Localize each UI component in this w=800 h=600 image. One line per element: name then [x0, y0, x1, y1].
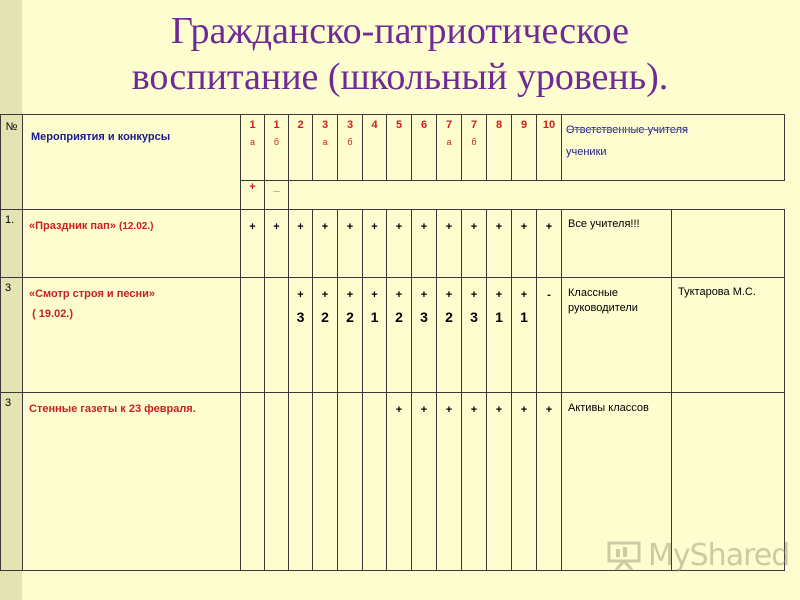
class-header: 3 а — [313, 115, 338, 181]
mark-cell: + — [462, 210, 487, 278]
class-header: 7 а — [437, 115, 462, 181]
mark-cell: - — [537, 278, 562, 393]
watermark-text: MyShared — [648, 537, 790, 573]
mark-cell: + 2 — [313, 278, 338, 393]
mark-cell: + — [289, 210, 313, 278]
responsible: Активы классов — [562, 393, 672, 571]
mark-cell: + 3 — [412, 278, 437, 393]
mark-cell — [289, 393, 313, 571]
responsible: Все учителя!!! — [562, 210, 672, 278]
mark-cell: + 1 — [512, 278, 537, 393]
table-row — [1, 210, 785, 278]
mark-cell: + — [437, 393, 462, 571]
mark-cell: + — [412, 393, 437, 571]
mark-cell: + — [338, 210, 363, 278]
mark-cell: + 2 — [387, 278, 412, 393]
row-number: 3 — [1, 278, 23, 393]
mark-cell: + — [487, 210, 512, 278]
mark-cell: + — [241, 210, 265, 278]
watermark — [606, 537, 789, 573]
responsible-note — [672, 210, 785, 278]
header-responsible — [562, 115, 785, 181]
header-responsible-line1: Ответственные учителя — [566, 124, 689, 136]
mark-cell: + — [363, 210, 387, 278]
class-header: 4 — [363, 115, 387, 181]
mark-cell — [363, 393, 387, 571]
events-table — [0, 114, 785, 571]
class-header: 10 — [537, 115, 562, 181]
class-header: 1 б — [265, 115, 289, 181]
row-number: 3 — [1, 393, 23, 571]
class-header: 3 б — [338, 115, 363, 181]
class-header: 6 — [412, 115, 437, 181]
event-name: «Смотр строя и песни» ( 19.02.) — [23, 278, 241, 393]
header-number: № — [1, 115, 23, 210]
mark-cell: + — [387, 210, 412, 278]
mark-cell: + 3 — [462, 278, 487, 393]
event-name: Стенные газеты к 23 февраля. — [23, 393, 241, 571]
responsible: Классные руководители — [562, 278, 672, 393]
header-minus: _ — [265, 181, 289, 210]
mark-cell: + 3 — [289, 278, 313, 393]
mark-cell: + — [537, 393, 562, 571]
mark-cell — [265, 393, 289, 571]
mark-cell — [241, 278, 265, 393]
class-header: 5 — [387, 115, 412, 181]
mark-cell: + 1 — [363, 278, 387, 393]
class-header: 7 б — [462, 115, 487, 181]
event-name: «Праздник пап» (12.02.) — [23, 210, 241, 278]
row-number: 1. — [1, 210, 23, 278]
header-events: Мероприятия и конкурсы — [23, 115, 241, 210]
header-responsible-line2: ученики — [566, 146, 607, 158]
class-header: 2 — [289, 115, 313, 181]
mark-cell — [313, 393, 338, 571]
class-header: 1 а — [241, 115, 265, 181]
mark-cell: + 1 — [487, 278, 512, 393]
mark-cell: + — [313, 210, 338, 278]
mark-cell: + — [437, 210, 462, 278]
mark-cell: + — [462, 393, 487, 571]
title-line-2: воспитание (школьный уровень). — [131, 56, 669, 98]
mark-cell: + 2 — [437, 278, 462, 393]
responsible-note: Туктарова М.С. — [672, 278, 785, 393]
mark-cell: + — [512, 393, 537, 571]
page-title — [0, 8, 800, 100]
class-header: 8 — [487, 115, 512, 181]
mark-cell: + — [537, 210, 562, 278]
header-plus: + — [241, 181, 265, 210]
mark-cell: + — [512, 210, 537, 278]
title-line-1: Гражданско-патриотическое — [170, 10, 629, 52]
mark-cell: + — [387, 393, 412, 571]
class-header: 9 — [512, 115, 537, 181]
mark-cell — [265, 278, 289, 393]
table-row — [1, 278, 785, 393]
mark-cell: + — [265, 210, 289, 278]
mark-cell — [241, 393, 265, 571]
mark-cell: + 2 — [338, 278, 363, 393]
mark-cell: + — [412, 210, 437, 278]
presentation-icon — [606, 539, 642, 571]
mark-cell: + — [487, 393, 512, 571]
mark-cell — [338, 393, 363, 571]
